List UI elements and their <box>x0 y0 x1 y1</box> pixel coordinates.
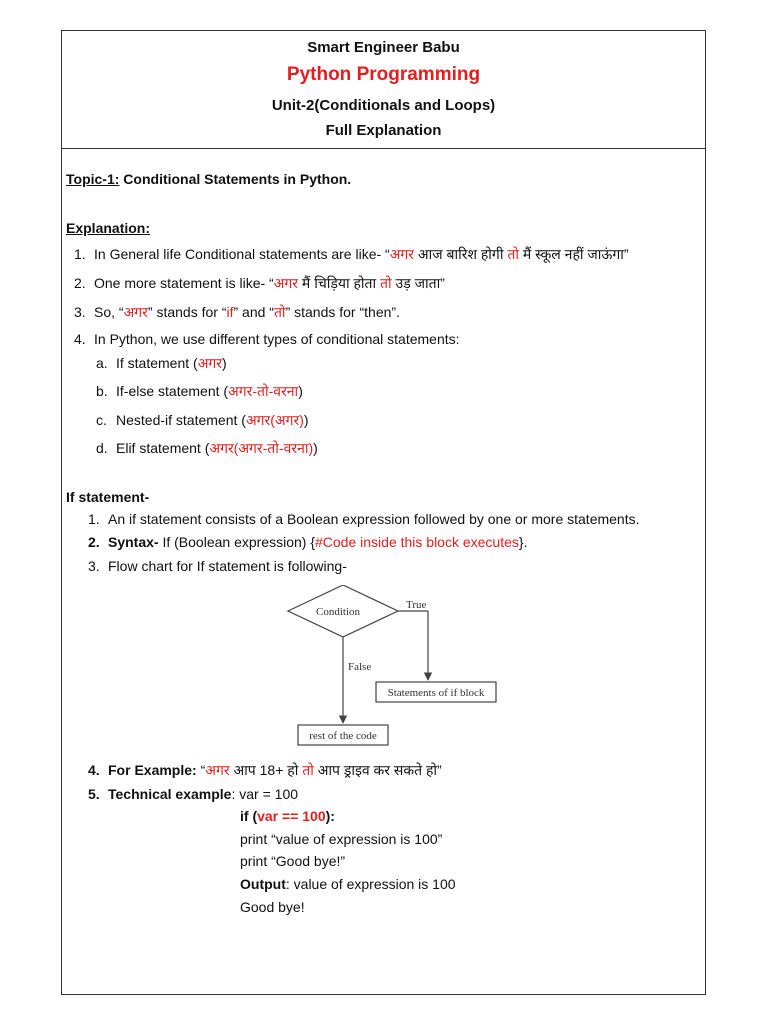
code-condition: var == 100 <box>257 808 326 824</box>
hindi-agar: अगर <box>389 246 415 262</box>
item-text: If (Boolean expression) { <box>158 534 315 550</box>
item-text: Flow chart for If statement is following- <box>108 558 347 574</box>
subitem-label: If-else statement ( <box>116 383 229 399</box>
hindi-agar: अगर <box>205 762 230 778</box>
if-item-4 <box>88 761 442 779</box>
hindi-to: तो <box>302 762 314 778</box>
output-text: : value of expression is 100 <box>285 876 456 892</box>
item-text: ” stands for “then”. <box>285 304 400 320</box>
subtitle: Full Explanation <box>325 122 442 139</box>
item-text: आप 18+ हो <box>229 762 303 778</box>
subitem-d <box>96 439 318 457</box>
subitem-label: If statement ( <box>116 355 198 371</box>
item-number: 2. <box>74 275 86 291</box>
if-item-3 <box>88 557 347 575</box>
explanation-item-3 <box>74 303 400 321</box>
item-number: 4. <box>74 331 86 347</box>
subitem-hindi: अगर <box>197 355 223 371</box>
if-item-1 <box>88 510 640 528</box>
syntax-label: Syntax- <box>108 534 159 550</box>
item-text: मैं चिड़िया होता <box>298 275 381 291</box>
hindi-agar: अगर <box>123 304 148 320</box>
rest-code-label: rest of the code <box>309 730 377 742</box>
subject-title: Python Programming <box>286 64 481 85</box>
subitem-close: ) <box>303 412 309 428</box>
if-block-label: Statements of if block <box>387 687 485 699</box>
item-text: ” stands for “ <box>147 304 227 320</box>
subitem-c <box>96 411 309 429</box>
if-flowchart <box>280 585 510 750</box>
item-number: 4. <box>88 762 100 778</box>
hindi-to: तो <box>380 275 392 291</box>
subitem-hindi: अगर(अगर) <box>245 412 304 428</box>
subitem-a <box>96 354 227 372</box>
true-label: True <box>406 599 427 611</box>
if-item-2 <box>88 533 527 551</box>
item-text: : var = 100 <box>231 786 299 802</box>
item-text: ” and “ <box>233 304 274 320</box>
code-print-1: print “value of expression is 100” <box>240 831 443 847</box>
subitem-label: Elif statement ( <box>116 440 210 456</box>
subitem-close: ) <box>298 383 303 399</box>
item-text: आज बारिश होगी <box>414 246 508 262</box>
item-number: 3. <box>74 304 86 320</box>
item-number: 5. <box>88 786 100 802</box>
condition-label: Condition <box>315 606 361 618</box>
subitem-close: ) <box>222 355 227 371</box>
item-text: In Python, we use different types of conditional statements: <box>94 331 460 347</box>
output-label: Output <box>240 876 286 892</box>
subitem-letter: a. <box>96 355 108 371</box>
item-text: So, “ <box>94 304 124 320</box>
subitem-letter: d. <box>96 440 108 456</box>
author-name: Smart Engineer Babu <box>307 39 460 56</box>
subitem-hindi: अगर-तो-वरना <box>228 383 299 399</box>
item-number: 3. <box>88 558 100 574</box>
technical-example-label: Technical example <box>108 786 232 802</box>
topic-label: Topic-1: <box>66 171 120 187</box>
unit-title: Unit-2(Conditionals and Loops) <box>271 97 496 114</box>
code-if-close: ): <box>325 808 335 824</box>
explanation-item-2 <box>74 274 445 292</box>
code-comment: #Code inside this block executes <box>315 534 519 550</box>
code-if-line <box>240 807 335 825</box>
subitem-hindi: अगर(अगर-तो-वरना) <box>209 440 314 456</box>
code-print-2: print “Good bye!” <box>240 853 346 869</box>
code-output-line <box>240 875 456 893</box>
item-text: “ <box>196 762 206 778</box>
hindi-to: तो <box>273 304 286 320</box>
subitem-b <box>96 382 303 400</box>
document-header <box>62 31 705 149</box>
if-item-5 <box>88 785 298 803</box>
hindi-to: तो <box>507 246 519 262</box>
item-text: An if statement consists of a Boolean expression followed by one or more statements. <box>108 511 640 527</box>
item-number: 2. <box>88 534 100 550</box>
item-number: 1. <box>88 511 100 527</box>
code-if-keyword: if ( <box>240 808 258 824</box>
item-text: आप ड्राइव कर सकते हो” <box>313 762 442 778</box>
subitem-letter: c. <box>96 412 107 428</box>
code-output-2: Good bye! <box>240 899 305 915</box>
explanation-heading: Explanation: <box>66 220 151 236</box>
example-label: For Example: <box>108 762 197 778</box>
subitem-letter: b. <box>96 383 108 399</box>
topic-title: Conditional Statements in Python. <box>123 171 352 187</box>
item-text: उड़ जाता” <box>391 275 445 291</box>
explanation-item-1 <box>74 245 629 263</box>
subitem-close: ) <box>313 440 318 456</box>
false-label: False <box>348 661 372 673</box>
subitem-label: Nested-if statement ( <box>116 412 246 428</box>
item-text: मैं स्कूल नहीं जाऊंगा” <box>518 246 629 262</box>
item-text: In General life Conditional statements are like- “ <box>94 246 390 262</box>
item-number: 1. <box>74 246 86 262</box>
hindi-agar: अगर <box>273 275 299 291</box>
topic-line <box>66 170 351 188</box>
keyword-if: if <box>226 304 234 320</box>
if-statement-heading: If statement- <box>66 489 150 505</box>
item-text: One more statement is like- “ <box>94 275 274 291</box>
item-text: }. <box>518 534 528 550</box>
explanation-item-4 <box>74 330 460 348</box>
